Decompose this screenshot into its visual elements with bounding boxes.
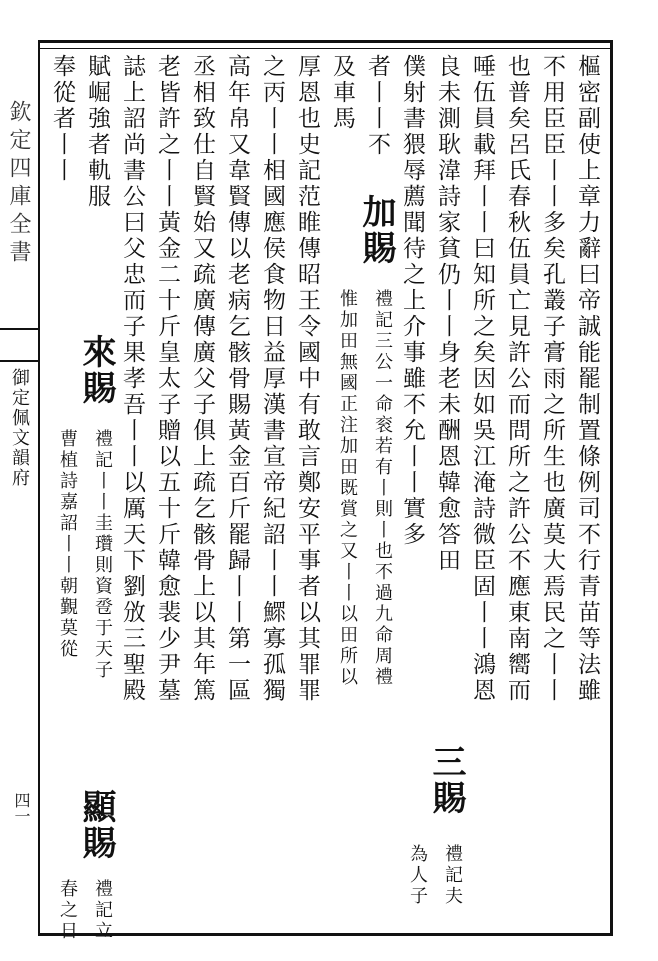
- entry-heading: 加賜: [356, 194, 396, 266]
- text-column-3: 也普矣呂氏春秋伍員亡見許公而問所之許公不應東南嚮而: [504, 54, 530, 704]
- text-column-12: 丞相致仕自賢始又疏廣傳廣父子俱上疏乞骸骨上以其年篤: [189, 54, 215, 704]
- text-column-4: 唾伍員載拜丨丨曰知所之矣因如吳江淹詩微臣固丨丨鴻恩: [469, 54, 495, 704]
- entry-note: 禮記夫: [442, 844, 463, 907]
- entry-heading: 三賜: [426, 744, 466, 816]
- text-column-15: [76, 54, 116, 942]
- text-column-8: [324, 54, 359, 924]
- frame-rule: [38, 48, 613, 49]
- column-text: 及車馬: [329, 54, 355, 132]
- entry-note: 春之日: [57, 879, 78, 942]
- column-text: 賦崛強者軌服: [84, 54, 110, 210]
- entry-note: 為人子: [407, 844, 428, 907]
- text-column-7: [356, 54, 396, 924]
- column-text: 奉從者丨丨: [49, 54, 75, 184]
- entry-note: 禮記三公一命衮若有丨則丨也不過九命周禮: [372, 289, 393, 688]
- book-title: 御定佩文韻府: [9, 368, 30, 488]
- column-text: 者丨丨不: [364, 54, 390, 158]
- text-column-5: [426, 54, 466, 924]
- entry-note: 禮記立: [92, 879, 113, 942]
- text-column-16: [44, 54, 79, 942]
- page-number: 四一: [12, 792, 31, 824]
- text-column-1: 樞密副使上章力辭曰帝誠能罷制置條例司不行青苗等法雖: [574, 54, 600, 704]
- text-column-6: [394, 54, 429, 924]
- fish-tail-mark: [0, 328, 38, 362]
- entry-note: 曹植詩嘉詔丨丨朝覲莫從: [57, 429, 78, 660]
- text-columns: [44, 54, 604, 924]
- text-column-14: 誌上詔尚書公曰父忠而子果孝吾丨丨以厲天下劉攽三聖殿: [119, 54, 145, 704]
- column-text: 良未測耿湋詩家貧仍丨丨身老未酬恩韓愈答田: [434, 54, 460, 574]
- entry-note: 禮記丨丨圭瓚則資卺于天子: [92, 429, 113, 681]
- overflow-columns: [44, 54, 116, 942]
- text-column-11: 高年帛又韋賢傳以老病乞骸骨賜黃金百斤罷歸丨丨第一區: [224, 54, 250, 704]
- entry-heading: 來賜: [76, 334, 116, 406]
- text-column-2: 不用臣臣丨丨多矣孔叢子膏雨之所生也廣莫大焉民之丨丨: [539, 54, 565, 704]
- entry-heading: 顯賜: [76, 789, 116, 861]
- entry-note: 惟加田無國正注加田既賞之又丨丨以田所以: [337, 289, 358, 688]
- text-column-13: 老皆許之丨丨黃金二十斤皇太子贈以五十斤韓愈裴少尹墓: [154, 54, 180, 704]
- text-column-9: 厚恩也史記范睢傳昭王令國中有敢言鄭安平事者以其罪罪: [294, 54, 320, 704]
- collection-title: 欽定四庫全書: [6, 100, 31, 268]
- column-text: 僕射書猥辱薦聞待之上介事雖不允丨丨實多: [399, 54, 425, 548]
- text-column-10: 之丙丨丨相國應侯食物日益厚漢書宣帝紀詔丨丨鰥寡孤獨: [259, 54, 285, 704]
- page-gutter: [0, 40, 40, 933]
